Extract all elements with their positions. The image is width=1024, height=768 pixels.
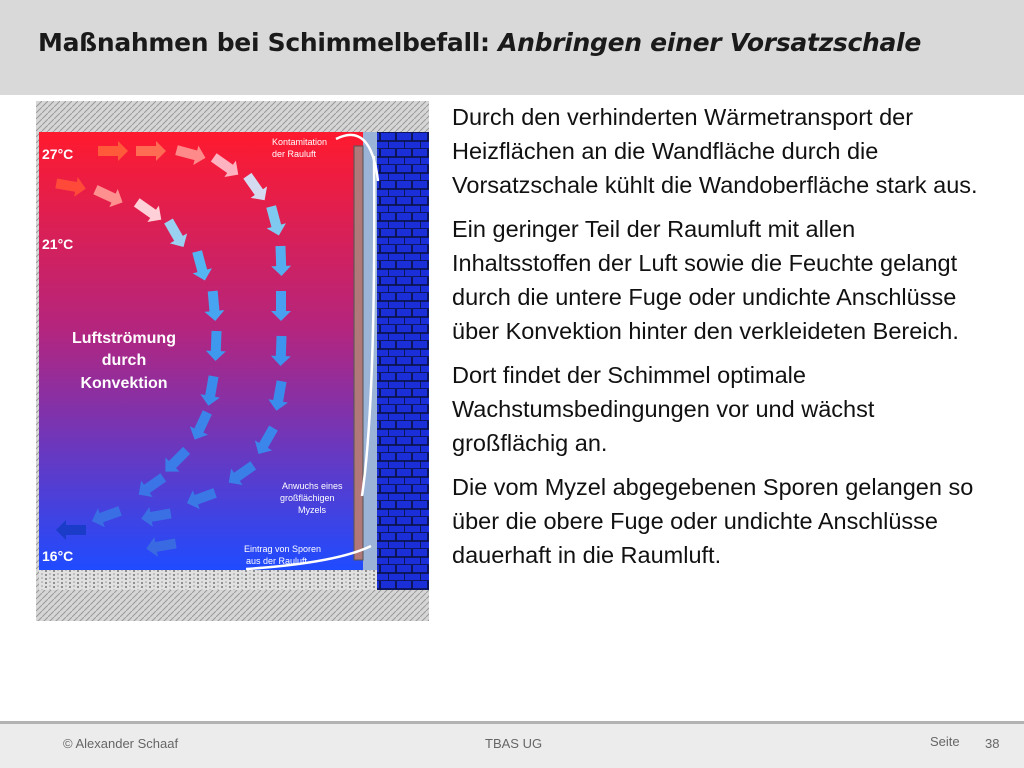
- paragraph-4: Die vom Myzel abgegebenen Sporen gelangen so über die obere Fuge oder undichte Anschlüsse dauerhaft in die Raumluft.: [452, 474, 974, 568]
- title-italic: Anbringen einer Vorsatzschale: [498, 28, 921, 57]
- footer-copyright: © Alexander Schaaf: [63, 736, 179, 751]
- footer-organization: TBAS UG: [485, 736, 543, 751]
- flow-label-3: Konvektion: [80, 375, 168, 392]
- facing-shell: [354, 146, 363, 560]
- temp-top-label: 27°C: [42, 146, 74, 162]
- footer-page-label: Seite: [930, 734, 960, 749]
- paragraph-1: Durch den verhinderten Wärmetransport der Heizflächen an die Wandfläche durch die Vorsatzschale kühlt die Wandoberfläche stark aus.: [452, 104, 978, 198]
- contamination-label-1: Kontamitation: [272, 137, 328, 147]
- body-text: [452, 100, 992, 582]
- spores-label-2: aus der Rauluft: [246, 556, 308, 566]
- temp-bottom-label: 16°C: [42, 548, 74, 564]
- footer-bar: [0, 724, 1024, 768]
- page-title: [38, 28, 921, 57]
- growth-label-3: Myzels: [298, 505, 327, 515]
- growth-label-1: Anwuchs eines: [282, 481, 343, 491]
- temp-mid-label: 21°C: [42, 236, 74, 252]
- footer-page-number: 38: [985, 736, 1000, 751]
- growth-label-2: großflächigen: [280, 493, 335, 503]
- title-main: Maßnahmen bei Schimmelbefall:: [38, 28, 490, 57]
- floor: [39, 570, 377, 590]
- spores-label-1: Eintrag von Sporen: [244, 544, 322, 554]
- diagram-svg: [36, 101, 429, 621]
- brick-wall: [377, 132, 429, 590]
- paragraph-2: Ein geringer Teil der Raumluft mit allen Inhaltsstoffen der Luft sowie die Feuchte gelangt durch die untere Fuge oder undichte Anschlüsse über Konvektion hinter den verkleideten Bereich.: [452, 216, 959, 344]
- floor-slab: [39, 590, 429, 621]
- flow-label-1: Luftströmung: [72, 330, 176, 347]
- contamination-label-2: der Rauluft: [272, 149, 317, 159]
- flow-label-2: durch: [101, 352, 147, 369]
- convection-diagram: [36, 101, 429, 621]
- paragraph-3: Dort findet der Schimmel optimale Wachstumsbedingungen vor und wächst großflächig an.: [452, 362, 875, 456]
- header-bar: [0, 0, 1024, 95]
